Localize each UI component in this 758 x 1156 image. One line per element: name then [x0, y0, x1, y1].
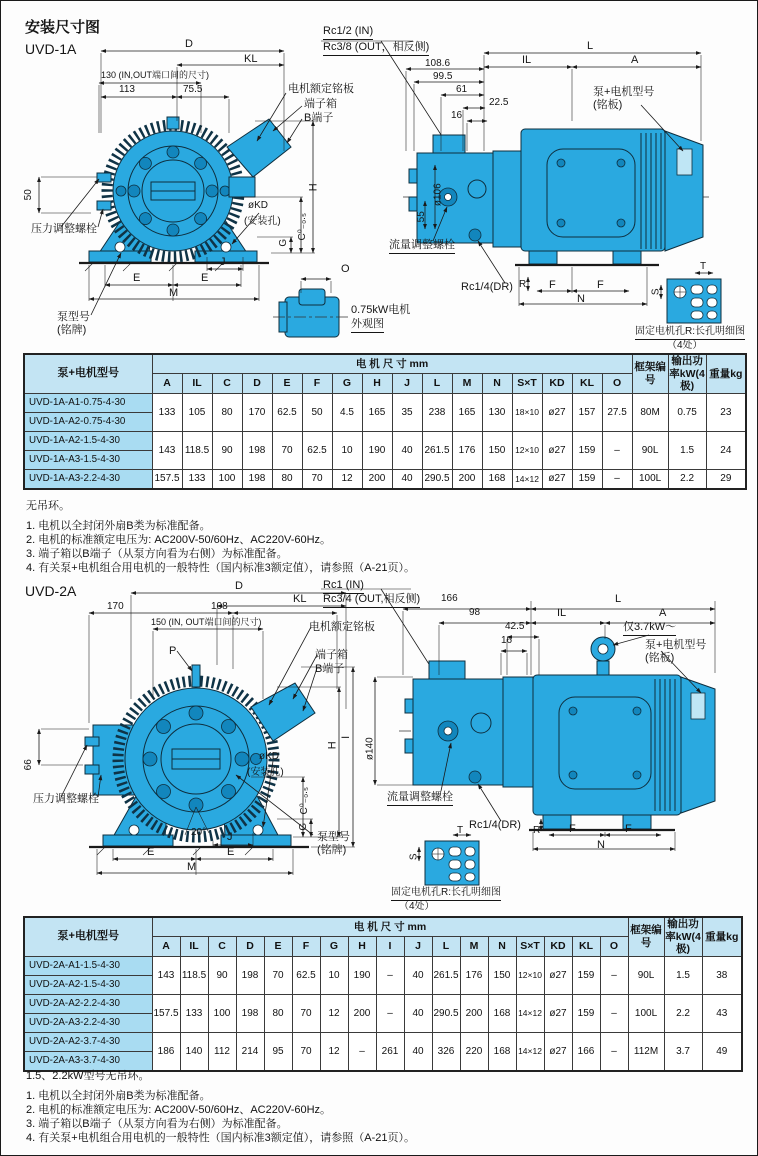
col-header-weight: 重量kg — [706, 354, 746, 393]
dim-o: O — [341, 263, 350, 275]
dim-20deg: 20° — [191, 827, 207, 838]
power-cell: 3.7 — [664, 1032, 702, 1071]
col-header-dim-H: H — [348, 937, 376, 956]
uvd1a-note-2: 2. 电机的标准额定电压为: AC200V-50/60Hz、AC220V-60Hz。 — [26, 534, 332, 546]
dim-value-cell: 157.5 — [152, 469, 182, 489]
col-header-dim-KD: KD — [544, 937, 572, 956]
slot-detail-title: 固定电机孔R:长孔明细图 — [635, 326, 745, 340]
col-header-frame: 框架编号 — [632, 354, 668, 393]
col-header-dim-J: J — [392, 374, 422, 393]
col-header-dim-E: E — [264, 937, 292, 956]
frame-cell: 90L — [628, 956, 664, 994]
table-row — [24, 469, 746, 489]
col-header-dim-N: N — [488, 937, 516, 956]
dim-value-cell: 166 — [572, 1032, 600, 1071]
dim-c-tol: C⁰₋₀.₅ — [296, 213, 308, 241]
dim-value-cell: ø27 — [542, 431, 572, 469]
rc-out-label: Rc3/8 (OUT，相反侧) — [323, 41, 429, 56]
dim-value-cell: 176 — [460, 956, 488, 994]
uvd1a-small-motor-view — [273, 279, 349, 337]
dim-value-cell: 118.5 — [180, 956, 208, 994]
dim-166: 166 — [441, 593, 458, 604]
dim-value-cell: 12 — [320, 994, 348, 1032]
model-cell: UVD-2A-A1-1.5-4-30 — [24, 956, 152, 975]
dim-value-cell: 62.5 — [292, 956, 320, 994]
col-header-dim-N: N — [482, 374, 512, 393]
dim-il-2: IL — [557, 607, 567, 619]
dim-kd: øKD — [248, 200, 268, 211]
dim-value-cell: 40 — [392, 431, 422, 469]
dim-value-cell: 80 — [212, 393, 242, 431]
dim-value-cell: 290.5 — [422, 469, 452, 489]
dim-value-cell: 200 — [348, 994, 376, 1032]
uvd1a-slot-detail — [661, 273, 721, 323]
dim-value-cell: 12 — [332, 469, 362, 489]
dim-value-cell: 80 — [264, 994, 292, 1032]
dim-value-cell: 198 — [242, 469, 272, 489]
pm-model-callout-1-2: 泵+电机型号 — [645, 639, 707, 651]
col-header-dim-M: M — [460, 937, 488, 956]
table-row — [24, 393, 746, 412]
dim-m: M — [169, 287, 179, 299]
dim-m-2: M — [187, 861, 197, 873]
model-cell: UVD-2A-A3-3.7-4-30 — [24, 1051, 152, 1071]
dim-66: 66 — [22, 759, 34, 771]
dim-value-cell: 70 — [272, 431, 302, 469]
col-header-dim-D: D — [242, 374, 272, 393]
dim-55: 55 — [415, 211, 427, 223]
dim-value-cell: 62.5 — [272, 393, 302, 431]
col-header-dim-A: A — [152, 937, 180, 956]
dim-113: 113 — [119, 84, 135, 95]
pm-model-callout-2-2: (铭板) — [645, 652, 675, 664]
dim-value-cell: 143 — [152, 956, 180, 994]
dim-99-5: 99.5 — [433, 71, 453, 82]
dim-value-cell: 80 — [272, 469, 302, 489]
dim-50: 50 — [22, 189, 34, 201]
dim-value-cell: – — [600, 1032, 628, 1071]
dim-42-5: 42.5 — [505, 621, 525, 632]
frame-cell: 100L — [632, 469, 668, 489]
col-header-dim-L: L — [422, 374, 452, 393]
dim-e1: E — [133, 272, 141, 284]
pm-model-callout-1: 泵+电机型号 — [593, 86, 655, 98]
terminal-box-callout-2: 端子箱 — [315, 649, 348, 661]
col-header-dim-J: J — [404, 937, 432, 956]
table-row — [24, 956, 742, 975]
dim-value-cell: 140 — [180, 1032, 208, 1071]
dim-value-cell: 186 — [152, 1032, 180, 1071]
col-header-dim-E: E — [272, 374, 302, 393]
weight-cell: 43 — [702, 994, 742, 1032]
col-header-dim-I: I — [376, 937, 404, 956]
dim-e1-2: E — [147, 846, 155, 858]
dim-value-cell: 200 — [452, 469, 482, 489]
col-header-dim-IL: IL — [180, 937, 208, 956]
table-row — [24, 431, 746, 450]
dim-value-cell: 150 — [488, 956, 516, 994]
dim-value-cell: 40 — [404, 956, 432, 994]
col-header-dim-H: H — [362, 374, 392, 393]
frame-cell: 90L — [632, 431, 668, 469]
dim-e2: E — [201, 272, 209, 284]
uvd1a-no-ring-note: 无吊环。 — [26, 500, 70, 512]
dim-value-cell: ø27 — [542, 469, 572, 489]
dim-value-cell: – — [602, 469, 632, 489]
col-header-dim-F: F — [302, 374, 332, 393]
dim-l: L — [587, 40, 594, 52]
dim-g: G — [278, 238, 290, 247]
pump-model-callout-2-2: (铭牌) — [317, 844, 347, 856]
uvd1a-note-4: 4. 有关泵+电机组合用电机的一般特性（国内标准3额定值），请参照（A-21页）。 — [26, 562, 416, 574]
dim-dia140: ø140 — [364, 737, 376, 761]
dim-value-cell: 118.5 — [182, 431, 212, 469]
dim-l-2: L — [615, 593, 622, 605]
dim-value-cell: 35 — [392, 393, 422, 431]
dim-n-2: N — [597, 839, 605, 851]
dim-value-cell: 14×12 — [516, 1032, 544, 1071]
slot-detail-title-2: 固定电机孔R:长孔明细图 — [391, 887, 501, 901]
dim-r-2: R — [533, 825, 541, 836]
dim-value-cell: 14×12 — [516, 994, 544, 1032]
dim-value-cell: 168 — [488, 1032, 516, 1071]
b-terminal-callout: B端子 — [304, 112, 334, 124]
col-header-dim-M: M — [452, 374, 482, 393]
dim-kl: KL — [244, 53, 258, 65]
dim-value-cell: 70 — [302, 469, 332, 489]
dim-75-5: 75.5 — [183, 84, 203, 95]
dim-value-cell: 165 — [362, 393, 392, 431]
power-cell: 2.2 — [664, 994, 702, 1032]
dim-value-cell: 14×12 — [512, 469, 542, 489]
dim-value-cell: 165 — [452, 393, 482, 431]
dim-value-cell: 159 — [572, 994, 600, 1032]
dim-value-cell: 290.5 — [432, 994, 460, 1032]
dim-value-cell: 220 — [460, 1032, 488, 1071]
dim-value-cell: 95 — [264, 1032, 292, 1071]
dim-108: 108 — [211, 601, 228, 612]
dim-value-cell: 70 — [264, 956, 292, 994]
dim-d: D — [185, 38, 193, 50]
dim-d-2: D — [235, 580, 243, 592]
dr-callout-2: Rc1/4(DR) — [469, 819, 521, 831]
dim-value-cell: 200 — [460, 994, 488, 1032]
model-cell: UVD-1A-A3-2.2-4-30 — [24, 469, 152, 489]
dim-value-cell: 10 — [320, 956, 348, 994]
dim-kl-2: KL — [293, 593, 307, 605]
model-cell: UVD-1A-A1-0.75-4-30 — [24, 393, 152, 412]
dim-value-cell: 27.5 — [602, 393, 632, 431]
dim-kd-note-2: (安装孔) — [247, 767, 284, 778]
col-header-dim-IL: IL — [182, 374, 212, 393]
dim-value-cell: 133 — [182, 469, 212, 489]
col-header-dim-G: G — [332, 374, 362, 393]
dim-value-cell: 326 — [432, 1032, 460, 1071]
uvd2a-note-2: 2. 电机的标准额定电压为: AC200V-50/60Hz、AC220V-60Hz。 — [26, 1104, 332, 1116]
dim-61: 61 — [456, 84, 468, 95]
dim-170: 170 — [107, 601, 124, 612]
dim-value-cell: 190 — [362, 431, 392, 469]
dim-a: A — [631, 54, 639, 66]
uvd2a-note-1: 1. 电机以全封闭外扇B类为标准配备。 — [26, 1090, 211, 1102]
frame-cell: 80M — [632, 393, 668, 431]
uvd2a-model-title: UVD-2A — [25, 583, 77, 599]
pressure-bolt-callout-2: 压力调整螺栓 — [33, 793, 99, 805]
col-header-dim-A: A — [152, 374, 182, 393]
dim-a-2: A — [659, 607, 667, 619]
weight-cell: 23 — [706, 393, 746, 431]
only-37kw-note: 仅3.7kW～ — [623, 621, 676, 636]
dim-value-cell: 238 — [422, 393, 452, 431]
dim-value-cell: 190 — [348, 956, 376, 994]
col-header-dim-S×T: S×T — [512, 374, 542, 393]
dim-16: 16 — [451, 110, 463, 121]
dim-108-6: 108.6 — [425, 58, 451, 69]
dim-h-2: H — [326, 741, 339, 750]
col-header-weight: 重量kg — [702, 917, 742, 956]
uvd2a-note-3: 3. 端子箱以B端子（从泵方向看为右侧）为标准配备。 — [26, 1118, 288, 1130]
dim-value-cell: 150 — [482, 431, 512, 469]
dim-r: R — [519, 279, 527, 290]
col-header-frame: 框架编号 — [628, 917, 664, 956]
col-header-dim-D: D — [236, 937, 264, 956]
frame-cell: 100L — [628, 994, 664, 1032]
uvd2a-note-4: 4. 有关泵+电机组合用电机的一般特性（国内标准3额定值），请参照（A-21页）。 — [26, 1132, 416, 1144]
dim-value-cell: 133 — [152, 393, 182, 431]
model-cell: UVD-1A-A2-1.5-4-30 — [24, 431, 152, 450]
dim-value-cell: 18×10 — [512, 393, 542, 431]
dim-g-2: G — [298, 822, 310, 831]
pm-model-callout-2: (铭板) — [593, 99, 623, 111]
dim-value-cell: ø27 — [542, 393, 572, 431]
dim-h: H — [307, 183, 320, 192]
col-header-motor-dims: 电 机 尺 寸 mm — [152, 917, 628, 937]
dim-value-cell: 170 — [242, 393, 272, 431]
col-header-dim-S×T: S×T — [516, 937, 544, 956]
dim-value-cell: 112 — [208, 1032, 236, 1071]
rc-in-label-2: Rc1 (IN) — [323, 579, 364, 594]
dim-p: P — [169, 645, 177, 657]
weight-cell: 29 — [706, 469, 746, 489]
dim-value-cell: 100 — [208, 994, 236, 1032]
col-header-motor-dims: 电 机 尺 寸 mm — [152, 354, 632, 374]
dim-value-cell: 50 — [302, 393, 332, 431]
small-motor-label-2: 外观图 — [351, 318, 384, 333]
dim-value-cell: 159 — [572, 469, 602, 489]
dim-value-cell: – — [376, 956, 404, 994]
col-header-dim-KL: KL — [572, 374, 602, 393]
pump-model-callout-1: 泵型号 — [57, 311, 90, 323]
col-header-dim-C: C — [212, 374, 242, 393]
col-header-dim-KD: KD — [542, 374, 572, 393]
rc-in-label: Rc1/2 (IN) — [323, 25, 373, 40]
dim-value-cell: 168 — [482, 469, 512, 489]
col-header-dim-O: O — [602, 374, 632, 393]
dim-i: I — [340, 735, 353, 739]
uvd1a-front-view — [79, 117, 291, 271]
dim-j: J — [220, 256, 226, 268]
dim-value-cell: – — [600, 956, 628, 994]
dim-value-cell: 130 — [482, 393, 512, 431]
weight-cell: 24 — [706, 431, 746, 469]
power-cell: 2.2 — [668, 469, 706, 489]
slot-detail-count-2: （4处） — [399, 901, 435, 912]
power-cell: 1.5 — [668, 431, 706, 469]
flow-bolt-callout-2: 流量调整螺栓 — [387, 791, 453, 806]
slot-detail-count: （4处） — [667, 340, 703, 351]
motor-plate-callout: 电机额定铭板 — [288, 83, 354, 95]
model-cell: UVD-1A-A2-0.75-4-30 — [24, 412, 152, 431]
dim-c-tol-2: C⁰₋₀.₅ — [298, 787, 310, 815]
dim-22-5: 22.5 — [489, 97, 509, 108]
model-cell: UVD-1A-A3-1.5-4-30 — [24, 450, 152, 469]
col-header-dim-KL: KL — [572, 937, 600, 956]
pressure-bolt-callout: 压力调整螺栓 — [31, 223, 97, 235]
dim-t-2: T — [457, 825, 464, 836]
uvd2a-slot-detail — [419, 835, 479, 885]
dim-f2-2: F — [625, 823, 632, 835]
dim-value-cell: 159 — [572, 956, 600, 994]
dim-e2-2: E — [227, 846, 235, 858]
dim-value-cell: 261.5 — [422, 431, 452, 469]
dim-value-cell: 261.5 — [432, 956, 460, 994]
motor-plate-callout-2: 电机额定铭板 — [309, 621, 375, 633]
dim-s-2: S — [408, 853, 420, 861]
dim-dia106: ø106 — [432, 183, 444, 207]
small-motor-label-1: 0.75kW电机 — [351, 304, 411, 316]
dim-value-cell: 100 — [212, 469, 242, 489]
col-header-dim-L: L — [432, 937, 460, 956]
dim-value-cell: 168 — [488, 994, 516, 1032]
col-header-power: 输出功率kW(4极) — [669, 355, 705, 393]
dim-value-cell: 10 — [332, 431, 362, 469]
model-cell: UVD-2A-A2-2.2-4-30 — [24, 994, 152, 1013]
dim-value-cell: 12 — [320, 1032, 348, 1071]
dim-98: 98 — [469, 607, 481, 618]
dim-s: S — [650, 288, 662, 296]
dim-value-cell: – — [602, 431, 632, 469]
uvd2a-no-ring-note: 1.5、2.2kW型号无吊环。 — [26, 1070, 150, 1082]
dim-value-cell: 12×10 — [512, 431, 542, 469]
dim-value-cell: 133 — [180, 994, 208, 1032]
col-header-dim-O: O — [600, 937, 628, 956]
dim-kd-note: (安装孔) — [244, 216, 281, 227]
model-cell: UVD-2A-A2-3.7-4-30 — [24, 1032, 152, 1051]
model-cell: UVD-2A-A2-1.5-4-30 — [24, 975, 152, 994]
dim-value-cell: 198 — [236, 994, 264, 1032]
weight-cell: 38 — [702, 956, 742, 994]
col-header-dim-C: C — [208, 937, 236, 956]
dim-kd-2: øKD — [259, 751, 279, 762]
dim-n: N — [577, 293, 585, 305]
dim-f1: F — [549, 279, 556, 291]
dim-f1-2: F — [569, 823, 576, 835]
dim-il: IL — [522, 54, 532, 66]
weight-cell: 49 — [702, 1032, 742, 1071]
uvd2a-dimension-table — [23, 916, 743, 1072]
pump-model-callout-2: (铭牌) — [57, 324, 87, 336]
dim-value-cell: 261 — [376, 1032, 404, 1071]
dim-value-cell: 12×10 — [516, 956, 544, 994]
uvd1a-note-1: 1. 电机以全封闭外扇B类为标准配备。 — [26, 520, 211, 532]
dr-callout: Rc1/4(DR) — [461, 281, 513, 293]
dim-value-cell: 176 — [452, 431, 482, 469]
dim-value-cell: 214 — [236, 1032, 264, 1071]
frame-cell: 112M — [628, 1032, 664, 1071]
dim-value-cell: 90 — [208, 956, 236, 994]
power-cell: 1.5 — [664, 956, 702, 994]
col-header-model: 泵+电机型号 — [24, 917, 152, 956]
dim-value-cell: 40 — [404, 1032, 432, 1071]
col-header-model: 泵+电机型号 — [24, 354, 152, 393]
b-terminal-callout-2: B端子 — [315, 663, 345, 675]
dim-value-cell: 157.5 — [152, 994, 180, 1032]
dim-value-cell: 200 — [362, 469, 392, 489]
dim-f2: F — [597, 279, 604, 291]
uvd1a-dimension-table — [23, 353, 747, 490]
dim-value-cell: ø27 — [544, 956, 572, 994]
rc-out-label-2: Rc3/4 (OUT,相反侧) — [323, 593, 420, 608]
dim-value-cell: 90 — [212, 431, 242, 469]
dim-value-cell: ø27 — [544, 1032, 572, 1071]
dim-value-cell: – — [348, 1032, 376, 1071]
col-header-dim-F: F — [292, 937, 320, 956]
dim-value-cell: – — [600, 994, 628, 1032]
dim-value-cell: 4.5 — [332, 393, 362, 431]
model-cell: UVD-2A-A3-2.2-4-30 — [24, 1013, 152, 1032]
dim-value-cell: 157 — [572, 393, 602, 431]
power-cell: 0.75 — [668, 393, 706, 431]
dim-130: 130 (IN,OUT端口间的尺寸) — [101, 70, 210, 80]
dim-value-cell: 159 — [572, 431, 602, 469]
dim-150: 150 (IN, OUT端口间的尺寸) — [151, 617, 262, 627]
dim-value-cell: 198 — [236, 956, 264, 994]
col-header-power: 输出功率kW(4极) — [665, 918, 701, 956]
uvd1a-note-3: 3. 端子箱以B端子（从泵方向看为右侧）为标准配备。 — [26, 548, 288, 560]
dim-value-cell: 62.5 — [302, 431, 332, 469]
dim-value-cell: 143 — [152, 431, 182, 469]
dim-value-cell: 40 — [392, 469, 422, 489]
uvd1a-model-title: UVD-1A — [25, 41, 77, 57]
table-row — [24, 994, 742, 1013]
dim-value-cell: 70 — [292, 994, 320, 1032]
col-header-dim-G: G — [320, 937, 348, 956]
dim-16-2: 16 — [501, 635, 513, 646]
dim-t: T — [700, 261, 707, 272]
dim-value-cell: 40 — [404, 994, 432, 1032]
pump-model-callout-1-2: 泵型号 — [317, 831, 350, 843]
dim-j-2: J — [227, 831, 233, 843]
dim-value-cell: 198 — [242, 431, 272, 469]
flow-bolt-callout: 流量调整螺栓 — [389, 239, 455, 254]
dim-value-cell: 70 — [292, 1032, 320, 1071]
terminal-box-callout: 端子箱 — [304, 98, 337, 110]
dim-value-cell: – — [376, 994, 404, 1032]
dim-value-cell: 105 — [182, 393, 212, 431]
page-title: 安装尺寸图 — [25, 19, 101, 36]
table-row — [24, 1032, 742, 1051]
dim-value-cell: ø27 — [544, 994, 572, 1032]
